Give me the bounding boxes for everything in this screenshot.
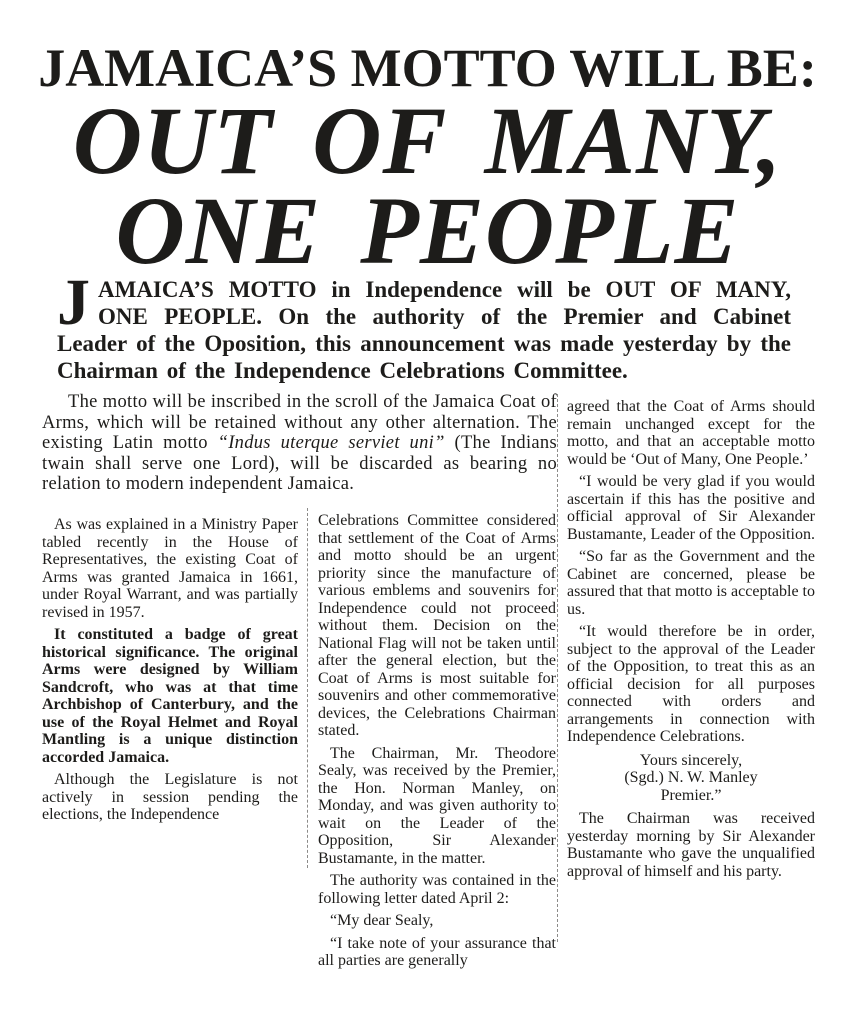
main-headline: [0, 87, 855, 284]
middle-column: [318, 512, 556, 975]
paragraph: “I would be very glad if you would ascertain if this has the positive and official approval of Sir Alexander Bustamante, Leader of the Opposition.: [567, 473, 815, 543]
intro-text-before: The motto will be inscribed in the scroll of the Jamaica Coat of Arms, which will be retained without any other alternation. The existing Latin motto: [42, 392, 557, 454]
paragraph: “It would therefore be in order, subject to the approval of the Leader of the Opposition, to treat this as an official decision for all purposes connected with orders and arrangements in connection with Independence Celebrations.: [567, 623, 815, 745]
signature-block: [567, 752, 815, 805]
paragraph: agreed that the Coat of Arms should remain unchanged except for the motto, and that an acceptable motto would be ‘Out of Many, One People.’: [567, 398, 815, 468]
intro-paragraph: [42, 392, 557, 495]
lead-body: AMAICA’S MOTTO in Independence will be OUT OF MANY, ONE PEOPLE. On the authority of the Premier and Cabinet Leader of the Oposition, this announcement was made yesterday by the Chairman of the Independence Celebrations Committee.: [57, 277, 791, 383]
paragraph: The authority was contained in the following letter dated April 2:: [318, 872, 556, 907]
paragraph: As was explained in a Ministry Paper tabled recently in the House of Representatives, the existing Coat of Arms was granted Jamaica in 1661, under Royal Warrant, and was partially revised in 1957.: [42, 516, 298, 621]
lead-paragraph: [57, 266, 791, 384]
paragraph: Celebrations Committee considered that settlement of the Coat of Arms and motto should be an urgent priority since the manufacture of various emblems and souvenirs for Independence could not proceed without them. Decision on the National Flag will not be taken until after the general election, but the Coat of Arms is most suitable for souvenirs and other commemorative devices, the Celebrations Chairman stated.: [318, 512, 556, 739]
signature-line: (Sgd.) N. W. Manley: [624, 769, 758, 786]
paragraph: The Chairman, Mr. Theodore Sealy, was received by the Premier, the Hon. Norman Manley, on Monday, and was given authority to wait on the Leader of the Opposition, Sir Alexander Bustamante, in the matter.: [318, 744, 556, 867]
main-headline-line-2: ONE PEOPLE: [115, 177, 740, 284]
paragraph: “So far as the Government and the Cabinet are concerned, please be assured that that motto is acceptable to us.: [567, 548, 815, 618]
paragraph: The Chairman was received yesterday morning by Sir Alexander Bustamante who gave the unqualified approval of himself and his party.: [567, 810, 815, 880]
paragraph: “My dear Sealy,: [330, 912, 434, 929]
main-headline-line-1: OUT OF MANY,: [72, 87, 783, 194]
lead-text: [57, 266, 791, 384]
column-rule-right: [557, 394, 558, 942]
signature-line: Yours sincerely,: [639, 751, 743, 769]
intro-latin-motto: “Indus uterque serviet uni”: [217, 433, 445, 454]
drop-cap: J: [57, 266, 90, 339]
signature-line: Premier.”: [660, 786, 722, 804]
left-column: [42, 516, 298, 829]
intro-text-after: (The Indians twain shall serve one Lord), will be discarded as bearing no relation to modern independent Jamaica.: [42, 433, 557, 495]
column-rule-left: [307, 508, 308, 868]
paragraph: It constituted a badge of great historical significance. The original Arms were designed by William Sandcroft, who was at that time Archbishop of Canterbury, and the use of the Royal Helmet and Royal Mantling is a unique distinction accorded Jamaica.: [42, 626, 298, 766]
paragraph: “I take note of your assurance that all parties are generally: [318, 934, 556, 969]
right-column: [567, 398, 815, 885]
kicker-headline: JAMAICA’S MOTTO WILL BE:: [38, 38, 817, 98]
paragraph: Although the Legislature is not actively in session pending the elections, the Independence: [42, 771, 298, 823]
intro-text: [42, 392, 557, 495]
